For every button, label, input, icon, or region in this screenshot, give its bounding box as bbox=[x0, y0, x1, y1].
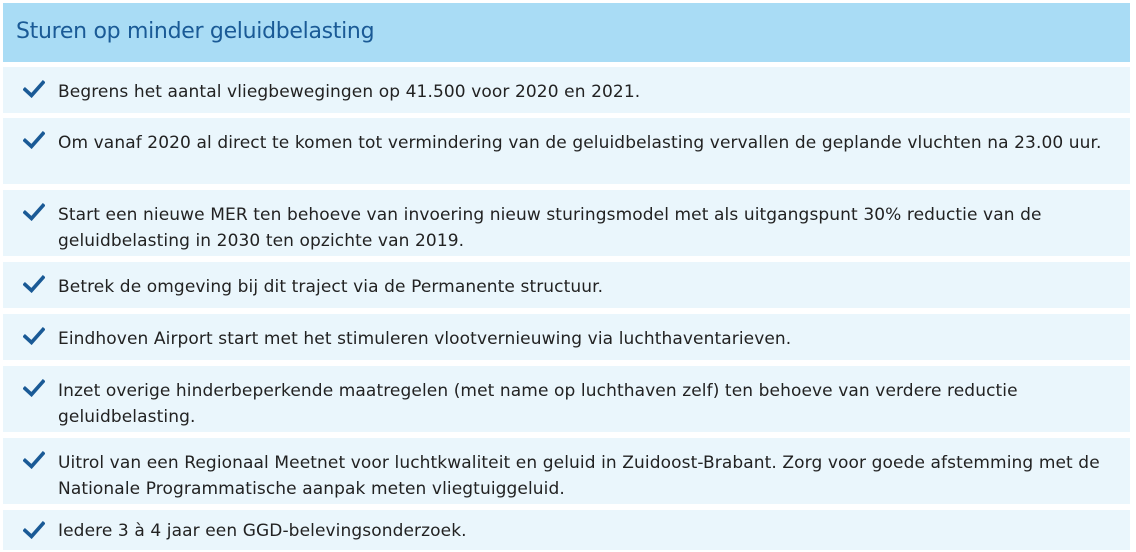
list-item bbox=[3, 510, 1130, 550]
list-item-text: Iedere 3 à 4 jaar een GGD-belevingsonderzoek. bbox=[58, 521, 467, 541]
header-banner bbox=[3, 3, 1130, 62]
list-item-text: Begrens het aantal vliegbewegingen op 41.500 voor 2020 en 2021. bbox=[58, 82, 641, 102]
checkmark-icon bbox=[23, 80, 45, 98]
list-item bbox=[3, 118, 1130, 184]
list-item bbox=[3, 314, 1130, 360]
list-item bbox=[3, 262, 1130, 308]
list-item bbox=[3, 438, 1130, 504]
list-item-text: Eindhoven Airport start met het stimuleren vlootvernieuwing via luchthaventarieven. bbox=[58, 329, 792, 349]
list-item-text: Om vanaf 2020 al direct te komen tot vermindering van de geluidbelasting vervallen de geplande vluchten na 23.00 uur. bbox=[58, 133, 1102, 153]
checkmark-icon bbox=[23, 131, 45, 149]
list-item bbox=[3, 366, 1130, 432]
checkmark-icon bbox=[23, 451, 45, 469]
checkmark-icon bbox=[23, 521, 45, 539]
checkmark-icon bbox=[23, 327, 45, 345]
list-item bbox=[3, 67, 1130, 113]
list-item-text: Inzet overige hinderbeperkende maatregelen (met name op luchthaven zelf) ten behoeve van verdere reductie geluidbelasting. bbox=[58, 381, 1018, 427]
list-item-text: Uitrol van een Regionaal Meetnet voor luchtkwaliteit en geluid in Zuidoost-Brabant. Zorg voor goede afstemming met de Nationale Programmatische aanpak meten vliegtuiggeluid. bbox=[58, 453, 1100, 499]
page-title: Sturen op minder geluidbelasting bbox=[16, 19, 375, 44]
checkmark-icon bbox=[23, 203, 45, 221]
checkmark-icon bbox=[23, 275, 45, 293]
checkmark-icon bbox=[23, 379, 45, 397]
list-item bbox=[3, 190, 1130, 256]
list-item-text: Betrek de omgeving bij dit traject via de Permanente structuur. bbox=[58, 277, 604, 297]
list-item-text: Start een nieuwe MER ten behoeve van invoering nieuw sturingsmodel met als uitgangspunt 30% reductie van de geluidbelasting in 2030 ten opzichte van 2019. bbox=[58, 205, 1042, 251]
